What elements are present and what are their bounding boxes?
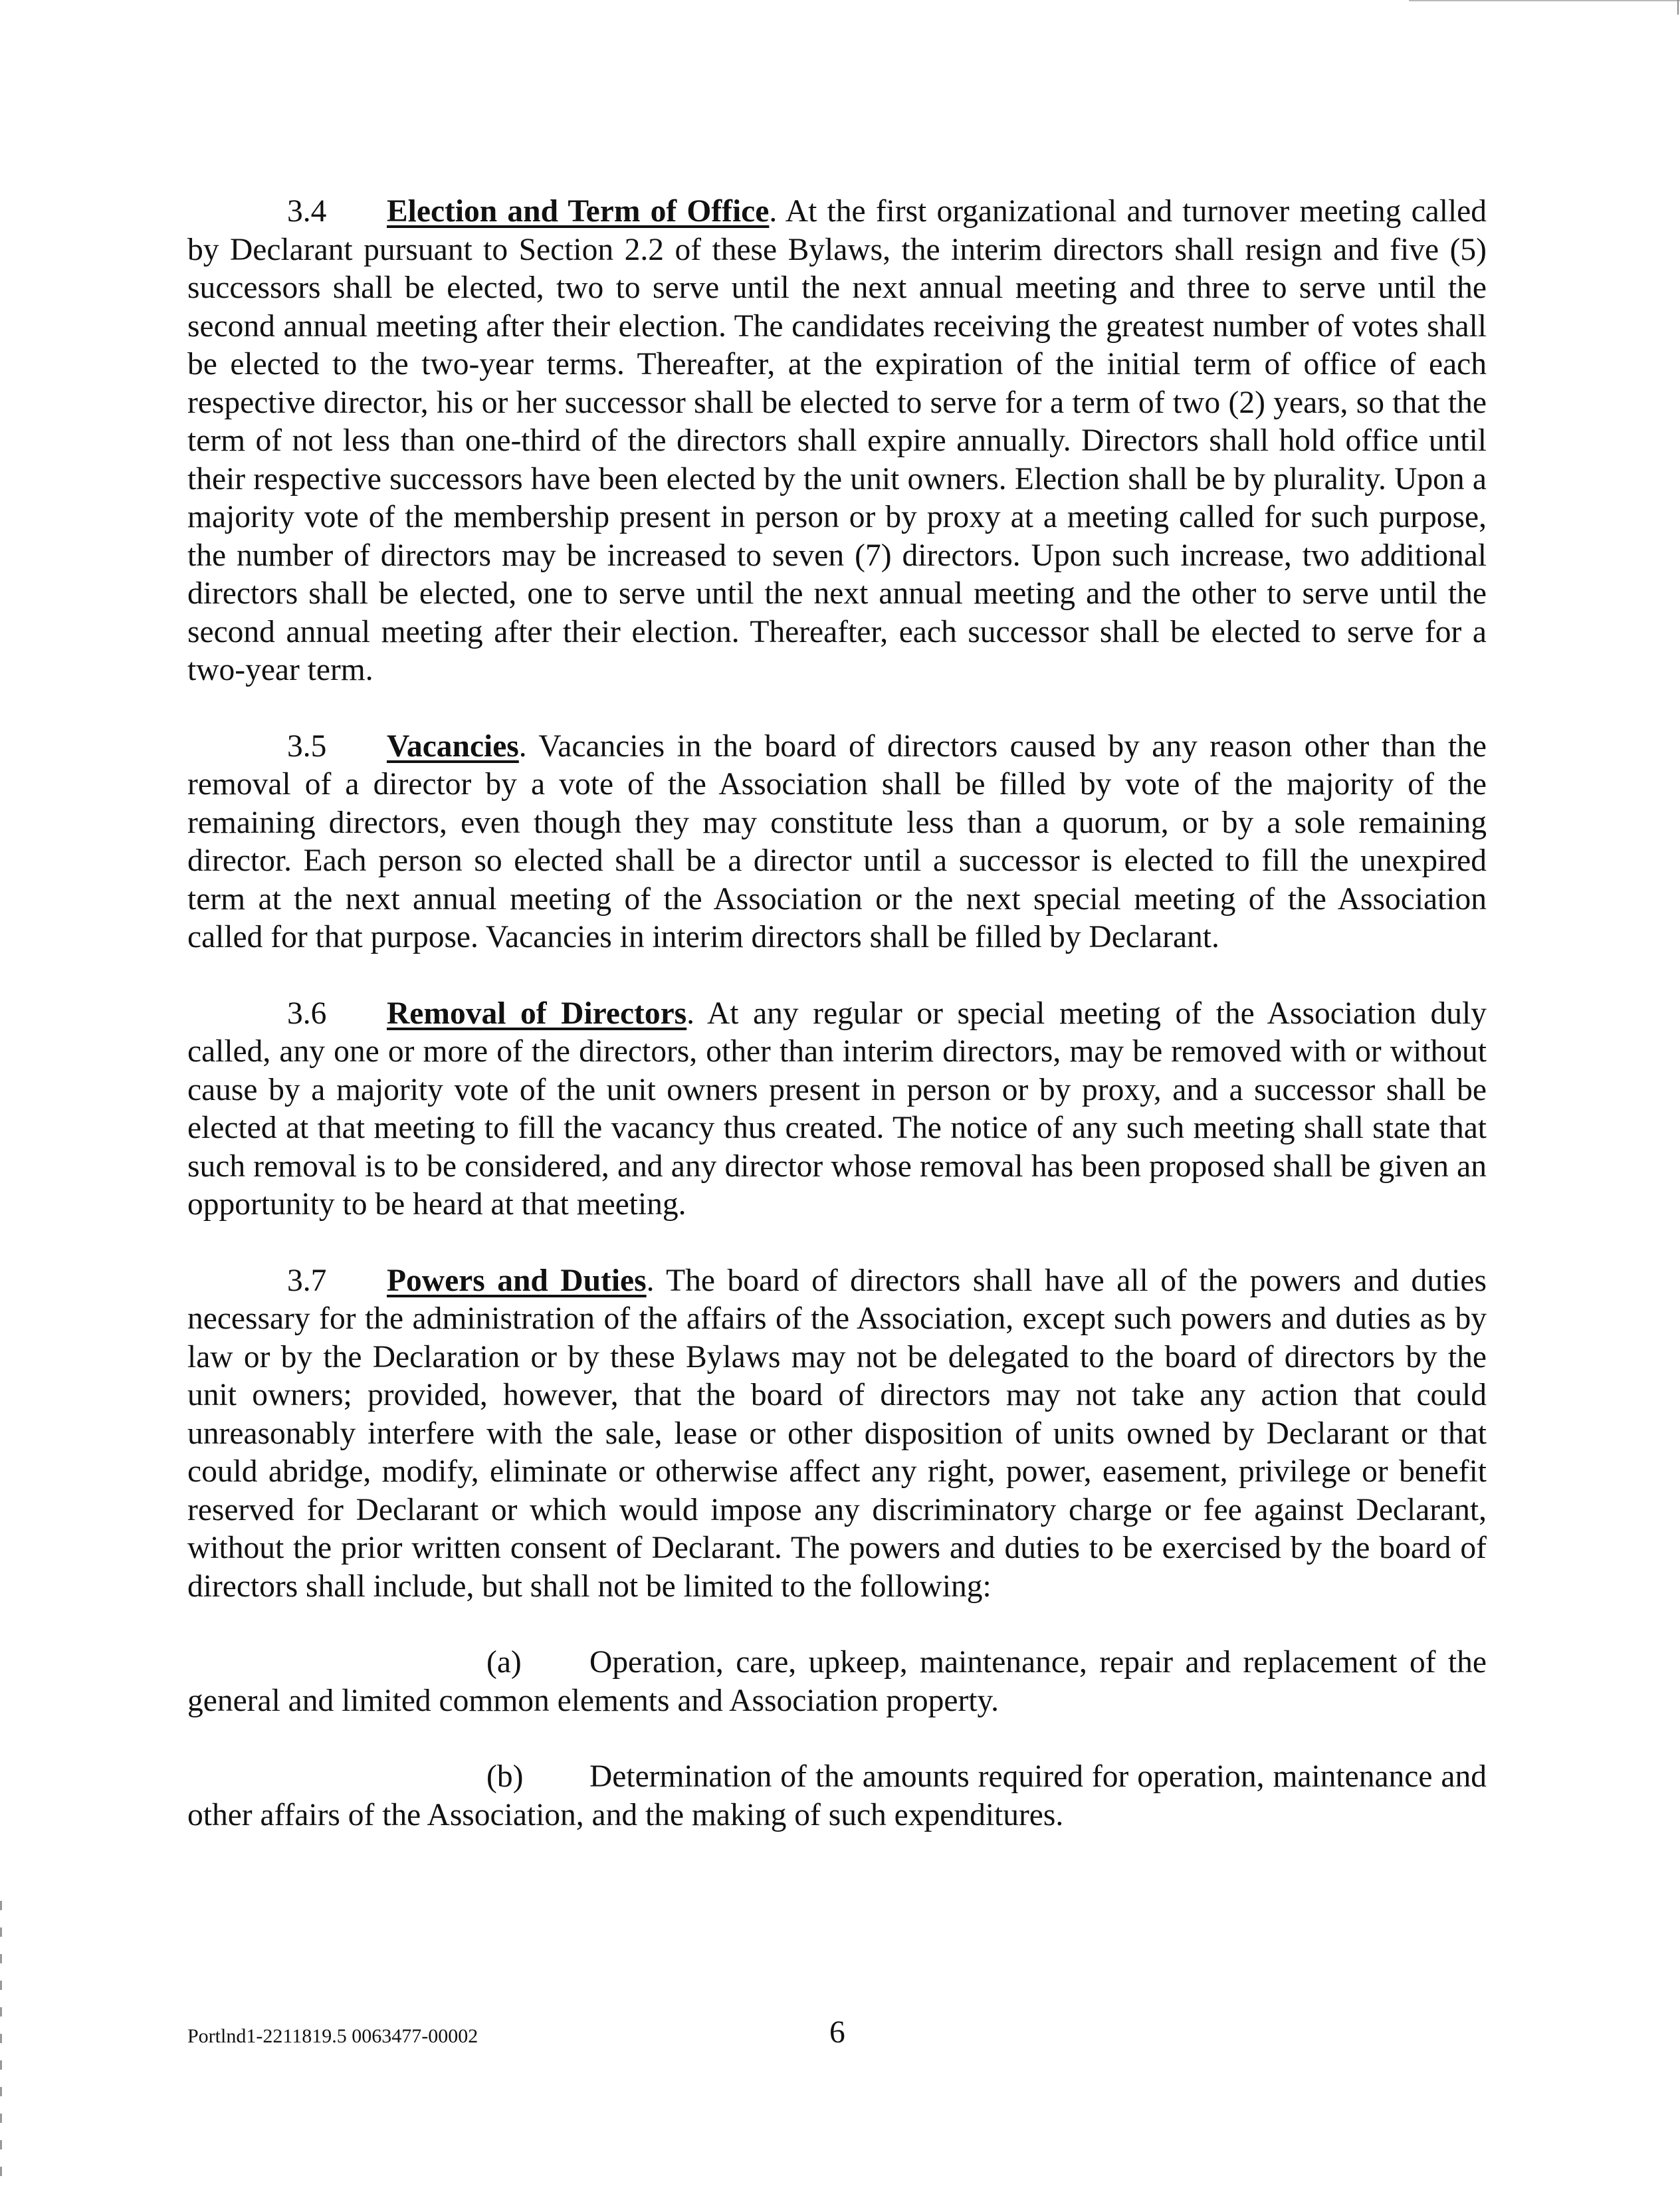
- section-heading: Powers and Duties: [387, 1263, 647, 1298]
- section-heading: Removal of Directors: [387, 996, 687, 1031]
- scan-edge-line: [1409, 0, 1680, 1]
- section-3-6: [187, 995, 1487, 1224]
- subsection-text: Determination of the amounts required for operation, maintenance and other affairs of the Association, and the making of such expenditures.: [187, 1759, 1487, 1832]
- document-body: [187, 193, 1487, 1872]
- section-text: . At any regular or special meeting of the Association duly called, any one or more of the directors, other than interim directors, may be removed with or without cause by a majority vote of the unit owners present in person or by proxy, and a successor shall be elected at that meeting to fill the vacancy thus created. The notice of any such meeting shall state that such removal is to be considered, and any director whose removal has been proposed shall be given an opportunity to be heard at that meeting.: [187, 996, 1487, 1222]
- subsection-b: [187, 1758, 1487, 1834]
- section-text: . Vacancies in the board of directors caused by any reason other than the removal of a director by a vote of the Association shall be filled by vote of the majority of the remaining directors, even though they may constitute less than a quorum, or by a sole remaining director. Each person so elected shall be a director until a successor is elected to fill the unexpired term at the next annual meeting of the Association or the next special meeting of the Association called for that purpose. Vacancies in interim directors shall be filled by Declarant.: [187, 728, 1487, 954]
- section-heading: Vacancies: [387, 728, 519, 764]
- footer-document-id: Portlnd1-2211819.5 0063477-00002: [187, 2025, 478, 2047]
- subsection-a: [187, 1644, 1487, 1720]
- section-3-7: [187, 1262, 1487, 1606]
- subsection-text: Operation, care, upkeep, maintenance, repair and replacement of the general and limited common elements and Association property.: [187, 1645, 1487, 1718]
- section-3-5: [187, 728, 1487, 957]
- subsection-label: (a): [486, 1645, 522, 1680]
- section-3-4: [187, 193, 1487, 690]
- section-text: . The board of directors shall have all of the powers and duties necessary for the administration of the affairs of the Association, except such powers and duties as by law or by the Declaration or by these Bylaws may not be delegated to the board of directors by the unit owners; provided, however, that the board of directors may not take any action that could unreasonably interfere with the sale, lease or other disposition of units owned by Declarant or that could abridge, modify, eliminate or otherwise affect any right, power, easement, privilege or benefit reserved for Declarant or which would impose any discriminatory charge or fee against Declarant, without the prior written consent of Declarant. The powers and duties to be exercised by the board of directors shall include, but shall not be limited to the following:: [187, 1263, 1487, 1604]
- section-number: 3.6: [287, 996, 327, 1031]
- page-number: 6: [829, 2015, 845, 2050]
- section-number: 3.7: [287, 1263, 327, 1298]
- scan-edge-mark: [1677, 0, 1679, 15]
- subsection-label: (b): [486, 1759, 524, 1794]
- section-number: 3.5: [287, 728, 327, 764]
- scan-edge-dashes: [0, 1901, 2, 2188]
- section-number: 3.4: [287, 194, 327, 229]
- section-text: . At the first organizational and turnover meeting called by Declarant pursuant to Section 2.2 of these Bylaws, the interim directors shall resign and five (5) successors shall be elected, two to serve until the next annual meeting and three to serve until the second annual meeting after their election. The candidates receiving the greatest number of votes shall be elected to the two-year terms. Thereafter, at the expiration of the initial term of office of each respective director, his or her successor shall be elected to serve for a term of two (2) years, so that the term of not less than one-third of the directors shall expire annually. Directors shall hold office until their respective successors have been elected by the unit owners. Election shall be by plurality. Upon a majority vote of the membership present in person or by proxy at a meeting called for such purpose, the number of directors may be increased to seven (7) directors. Upon such increase, two additional directors shall be elected, one to serve until the next annual meeting and the other to serve until the second annual meeting after their election. Thereafter, each successor shall be elected to serve for a two-year term.: [187, 194, 1487, 687]
- section-heading: Election and Term of Office: [387, 194, 770, 229]
